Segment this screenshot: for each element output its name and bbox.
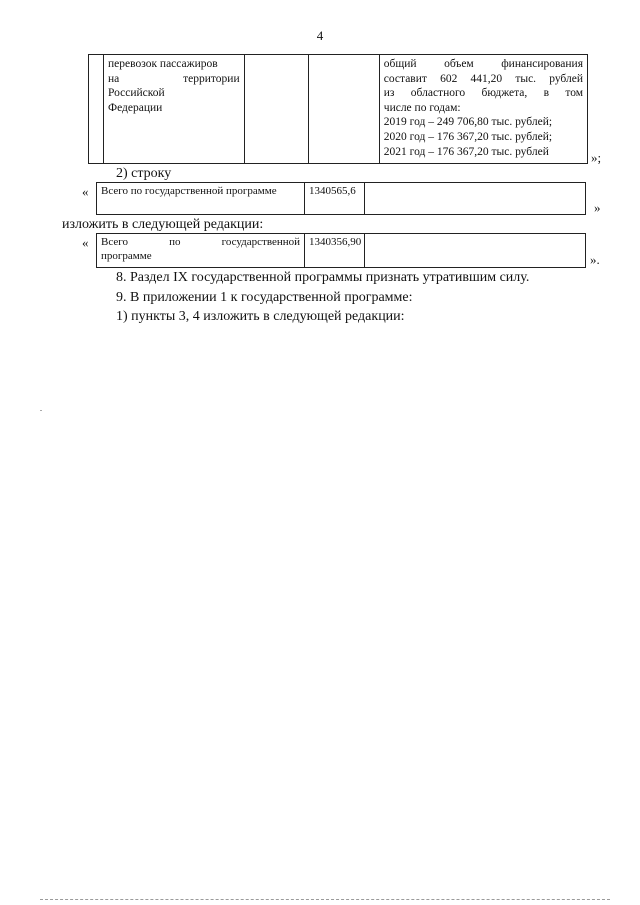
name-word: территории bbox=[183, 72, 240, 85]
new-row-table bbox=[96, 233, 586, 268]
financing-line: 2020 год – 176 367,20 тыс. рублей; bbox=[383, 130, 553, 143]
label-word: по bbox=[169, 236, 181, 248]
new-total-label-line1 bbox=[101, 235, 300, 249]
paragraph-8: 8. Раздел IX государственной программы признать утратившим силу. bbox=[116, 270, 530, 285]
financing-line: 2021 год – 176 367,20 тыс. рублей bbox=[383, 145, 549, 158]
label-word: государственной bbox=[221, 236, 300, 248]
scan-speck bbox=[40, 410, 42, 411]
financing-line: общий объем финансирования bbox=[383, 58, 583, 70]
old-total-value: 1340565,6 bbox=[305, 183, 365, 215]
empty-cell bbox=[244, 55, 308, 164]
open-quote: « bbox=[82, 235, 89, 250]
empty-cell bbox=[308, 55, 379, 164]
replace-instruction: изложить в следующей редакции: bbox=[62, 217, 264, 232]
new-total-label-line2: программе bbox=[101, 250, 152, 262]
new-total-value: 1340356,90 bbox=[305, 234, 365, 268]
table-row bbox=[89, 55, 588, 164]
close-quote: » bbox=[594, 200, 601, 215]
financing-line: 2019 год – 249 706,80 тыс. рублей; bbox=[383, 116, 553, 129]
name-line: перевозок пассажиров bbox=[108, 58, 218, 70]
item-2-text: 2) строку bbox=[116, 166, 172, 181]
new-total-label bbox=[97, 234, 305, 268]
name-line-spread bbox=[108, 72, 240, 87]
name-word: на bbox=[108, 72, 120, 85]
name-line: Российской bbox=[108, 87, 165, 100]
event-name-cell bbox=[104, 55, 245, 164]
page-number: 4 bbox=[316, 28, 324, 43]
old-row-table bbox=[96, 182, 586, 215]
close-quote: ». bbox=[590, 252, 600, 267]
old-total-label: Всего по государственной программе bbox=[97, 183, 305, 215]
table-row bbox=[97, 183, 586, 215]
paragraph-9: 9. В приложении 1 к государственной программе: bbox=[116, 290, 413, 305]
name-line: Федерации bbox=[108, 101, 163, 114]
page-bottom-edge bbox=[40, 899, 610, 901]
financing-table bbox=[88, 54, 588, 164]
table-row bbox=[97, 234, 586, 268]
financing-line: составит 602 441,20 тыс. рублей bbox=[383, 72, 583, 85]
number-cell bbox=[89, 55, 104, 164]
empty-cell bbox=[365, 234, 586, 268]
open-quote: « bbox=[82, 184, 89, 199]
closing-quote: »; bbox=[591, 150, 602, 165]
paragraph-9-1: 1) пункты 3, 4 изложить в следующей редакции: bbox=[116, 309, 405, 324]
empty-cell bbox=[365, 183, 586, 215]
financing-line: числе по годам: bbox=[383, 101, 461, 114]
label-word: Всего bbox=[101, 236, 128, 248]
financing-line: из областного бюджета, в том bbox=[383, 87, 583, 100]
financing-cell bbox=[379, 55, 587, 164]
